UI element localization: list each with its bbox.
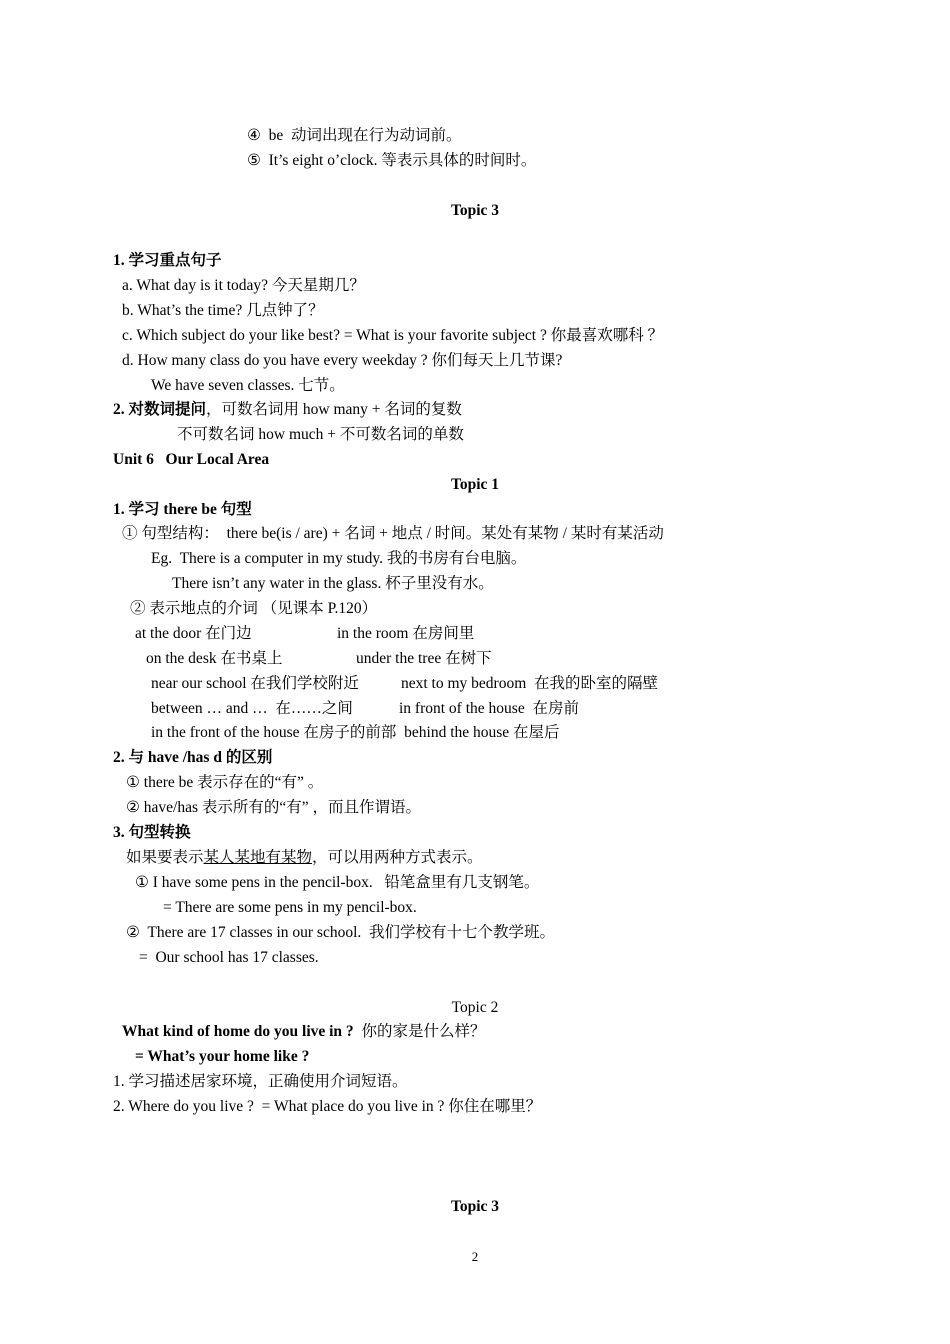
- topic3-sentence-d-answer: We have seven classes. 七节。: [151, 377, 345, 394]
- topic1-there-be: ① there be 表示存在的“有” 。: [126, 774, 324, 791]
- preposition-near-our-school: near our school 在我们学校附近: [151, 675, 359, 692]
- topic3-title: Topic 3: [450, 202, 500, 219]
- topic3-sentence-a: a. What day is it today? 今天星期几？: [122, 277, 365, 294]
- topic3-heading-2-rest: ，可数名词用 how many + 名词的复数: [206, 401, 462, 418]
- topic2-question-1-cn: 你的家是什么样？: [353, 1023, 486, 1040]
- preposition-on-the-desk: on the desk 在书桌上: [146, 650, 283, 667]
- unit6-title: Unit 6 Our Local Area: [113, 451, 270, 468]
- topic3-heading-2: [113, 398, 462, 423]
- conversion-example-2: ② There are 17 classes in our school. 我们学校有十七个教学班。: [126, 924, 556, 941]
- preposition-in-front-of: in front of the house 在房前: [399, 700, 579, 717]
- unit6-topic3-title: Topic 3: [450, 1198, 500, 1215]
- unit6-topic1-title: Topic 1: [450, 476, 500, 493]
- preposition-next-to: next to my bedroom 在我的卧室的隔壁: [401, 675, 659, 692]
- unit6-topic2-title: Topic 2: [451, 999, 499, 1016]
- topic3-sentence-b: b. What’s the time? 几点钟了？: [122, 302, 324, 319]
- conversion-intro-post: ，可以用两种方式表示。: [312, 849, 483, 866]
- prev-item-4: ④ be 动词出现在行为动词前。: [247, 127, 462, 144]
- topic1-heading-1: 1. 学习 there be 句型: [113, 501, 252, 518]
- topic3-heading-1: 1. 学习重点句子: [113, 252, 222, 269]
- topic1-conversion-intro: [126, 846, 483, 871]
- preposition-in-the-front-of: in the front of the house 在房子的前部 behind the house 在屋后: [151, 724, 560, 741]
- topic1-example-2: There isn’t any water in the glass. 杯子里没有水。: [172, 575, 494, 592]
- topic1-structure: ① 句型结构： there be(is / are) + 名词 + 地点 / 时间。某处有某物 / 某时有某活动: [122, 525, 664, 542]
- page-number: 2: [471, 1249, 479, 1264]
- topic3-heading-2-line2: 不可数名词 how much + 不可数名词的单数: [177, 426, 464, 443]
- topic2-item-1: 1. 学习描述居家环境，正确使用介词短语。: [113, 1073, 408, 1090]
- topic2-question-1: [122, 1020, 485, 1045]
- conversion-example-1-equiv: = There are some pens in my pencil-box.: [163, 899, 417, 916]
- conversion-intro-underlined: 某人某地有某物: [203, 849, 313, 866]
- preposition-at-the-door: at the door 在门边: [135, 625, 252, 642]
- preposition-in-the-room: in the room 在房间里: [337, 625, 475, 642]
- topic3-heading-2-bold: 2. 对数词提问: [113, 401, 207, 418]
- conversion-intro-pre: 如果要表示: [126, 849, 204, 866]
- topic3-sentence-c: c. Which subject do your like best? = What is your favorite subject ? 你最喜欢哪科 ？: [122, 327, 664, 344]
- topic2-question-1-en: What kind of home do you live in ?: [122, 1023, 354, 1040]
- conversion-example-2-equiv: = Our school has 17 classes.: [139, 949, 319, 966]
- topic3-sentence-d: d. How many class do you have every weekday ? 你们每天上几节课?: [122, 352, 563, 369]
- conversion-example-1: ① I have some pens in the pencil-box. 铅笔盒里有几支钢笔。: [135, 874, 540, 891]
- topic1-have-has: ② have/has 表示所有的“有” ，而且作谓语。: [126, 799, 422, 816]
- topic1-heading-2: 2. 与 have /has d 的区别: [113, 749, 273, 766]
- topic1-heading-3: 3. 句型转换: [113, 824, 191, 841]
- topic1-prepositions-heading: ② 表示地点的介词 （见课本 P.120）: [130, 600, 378, 617]
- preposition-under-the-tree: under the tree 在树下: [356, 650, 492, 667]
- topic2-question-2: = What’s your home like ?: [135, 1048, 310, 1065]
- prev-item-5: ⑤ It’s eight o’clock. 等表示具体的时间时。: [247, 152, 537, 169]
- topic1-example-1: Eg. There is a computer in my study. 我的书房有台电脑。: [151, 550, 527, 567]
- preposition-between: between … and … 在……之间: [151, 700, 353, 717]
- topic2-item-2: 2. Where do you live ? = What place do you live in ? 你住在哪里？: [113, 1098, 542, 1115]
